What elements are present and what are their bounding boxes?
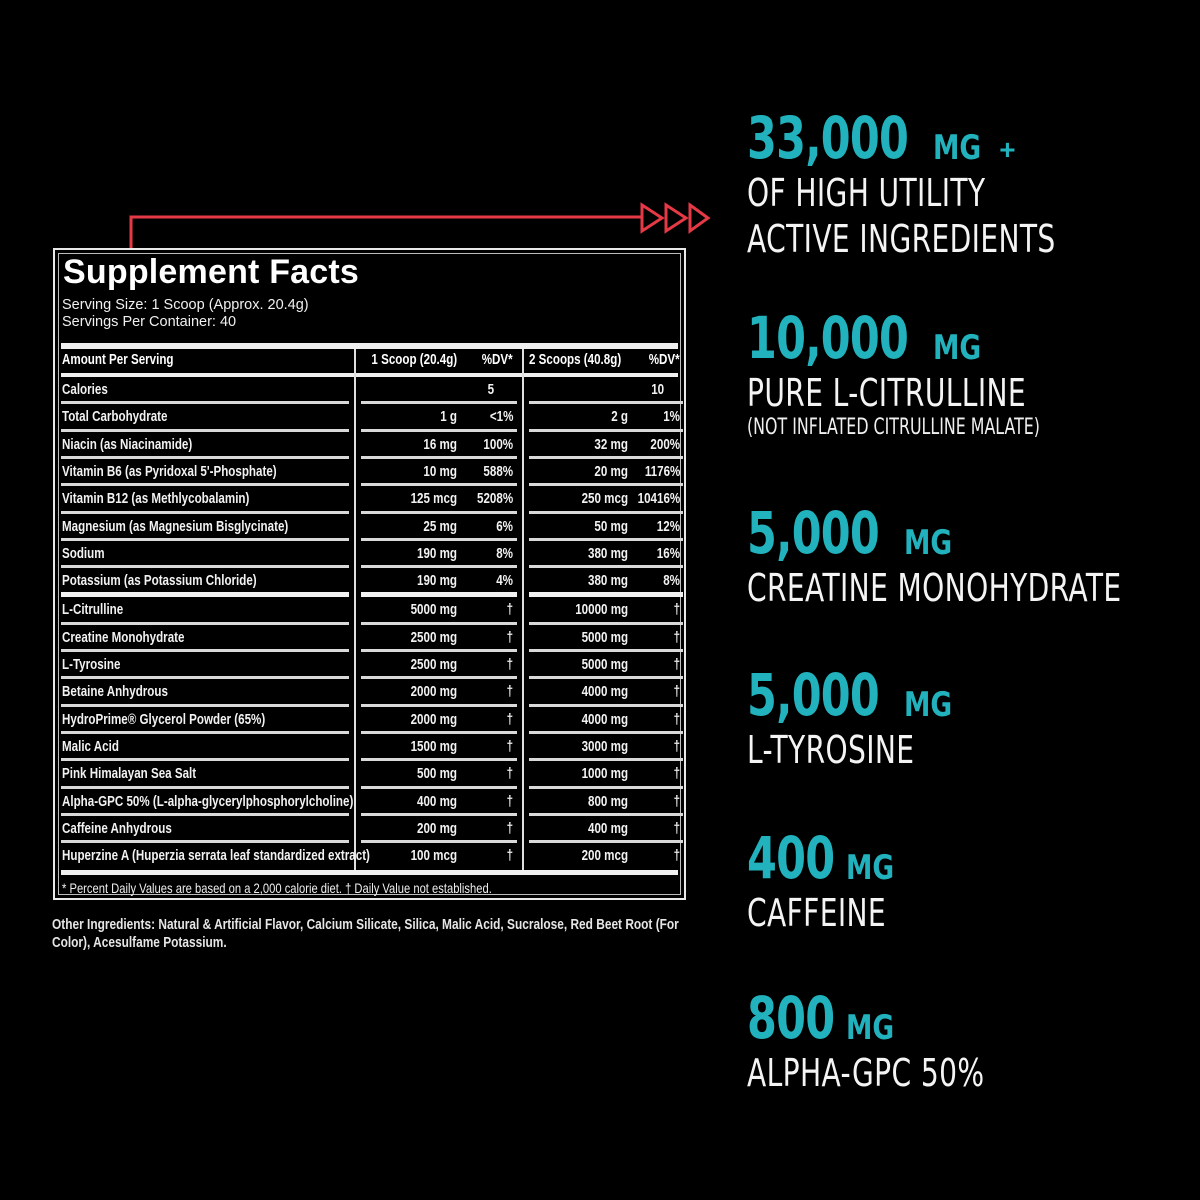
claim-subtext: (NOT INFLATED CITRULLINE MALATE) — [747, 415, 1040, 440]
header-col1: 1 Scoop (20.4g) — [371, 352, 457, 368]
claim-unit: MG — [846, 848, 895, 888]
amount-1-scoop: 2500 mg — [410, 657, 457, 673]
ingredient-name: Creatine Monohydrate — [62, 629, 185, 646]
amount-2-scoops: 200 mcg — [581, 848, 628, 865]
ingredient-name: Total Carbohydrate — [62, 409, 168, 426]
claim-amount: 400 — [747, 824, 835, 892]
amount-2-scoops: 800 mg — [588, 793, 628, 810]
other-ingredients: Other Ingredients: Natural & Artificial Flavor, Calcium Silicate, Silica, Malic Acid, Sucralose, Red Beet Root (For Color), Acesulfame Potassium. — [52, 917, 679, 951]
row-divider — [61, 649, 349, 652]
dv-1-scoop: † — [506, 684, 513, 701]
dv-1-scoop: † — [506, 848, 513, 865]
row-divider — [61, 401, 349, 404]
serving-size: Serving Size: 1 Scoop (Approx. 20.4g) — [62, 297, 309, 313]
dv-2-scoops: 1% — [663, 409, 680, 426]
claim-amount: 33,000 — [747, 104, 909, 172]
amount-2-scoops: 50 mg — [594, 518, 628, 535]
ingredient-name: Alpha-GPC 50% (L-alpha-glycerylphosphorylcholine) — [62, 793, 354, 810]
dv-1-scoop: <1% — [489, 409, 513, 426]
ingredient-name: Pink Himalayan Sea Salt — [62, 766, 197, 783]
row-divider — [529, 704, 683, 707]
claim-unit: MG — [846, 1008, 895, 1048]
claim-label: CAFFEINE — [747, 891, 887, 935]
claim-block — [747, 499, 1200, 611]
dv-1-scoop: 5208% — [476, 491, 513, 508]
ingredient-name: HydroPrime® Glycerol Powder (65%) — [62, 711, 266, 728]
claim-label: CREATINE MONOHYDRATE — [747, 566, 1122, 610]
arrow-icon — [690, 205, 708, 231]
dv-2-scoops: 200% — [650, 436, 680, 453]
row-divider — [61, 456, 349, 459]
claim-block — [747, 304, 1154, 440]
row-divider — [361, 840, 517, 843]
dv-1-scoop: † — [506, 711, 513, 728]
ingredient-name: Sodium — [62, 545, 105, 562]
amount-1-scoop: 2000 mg — [410, 684, 457, 701]
dv-2-scoops: 10416% — [637, 491, 680, 508]
row-divider — [529, 786, 683, 789]
dv-2-scoops: † — [673, 629, 680, 646]
ingredient-name: Vitamin B6 (as Pyridoxal 5'-Phosphate) — [62, 463, 277, 480]
amount-1-scoop: 10 mg — [423, 463, 457, 480]
amount-2-scoops: 5000 mg — [581, 629, 628, 646]
row-divider — [61, 565, 349, 568]
row-divider — [61, 704, 349, 707]
row-divider — [361, 676, 517, 679]
row-divider — [61, 511, 349, 514]
row-divider — [529, 565, 683, 568]
row-divider — [529, 813, 683, 816]
row-divider — [529, 649, 683, 652]
row-divider — [61, 731, 349, 734]
claim-amount: 5,000 — [747, 661, 880, 729]
row-divider — [361, 786, 517, 789]
claim-label: PURE L-CITRULLINE — [747, 371, 1027, 415]
amount-2-scoops: 4000 mg — [581, 684, 628, 701]
dv-1-scoop: 588% — [483, 463, 513, 480]
dv-2-scoops: † — [673, 684, 680, 701]
amount-2-scoops: 380 mg — [588, 573, 628, 590]
amount-2-scoops: 380 mg — [588, 545, 628, 562]
row-divider — [361, 456, 517, 459]
amount-2-scoops: 5000 mg — [581, 657, 628, 673]
claim-block — [747, 661, 973, 773]
dv-2-scoops: 16% — [656, 545, 680, 562]
dv-2-scoops: † — [673, 602, 680, 619]
row-divider — [61, 676, 349, 679]
header-col2: 2 Scoops (40.8g) — [529, 352, 622, 368]
amount-2-scoops: 32 mg — [594, 436, 628, 453]
claim-unit: MG — [904, 685, 953, 725]
ingredient-name: Caffeine Anhydrous — [62, 820, 172, 837]
claim-unit: MG — [933, 328, 982, 368]
amount-1-scoop: 500 mg — [417, 766, 457, 783]
amount-2-scoops: 20 mg — [594, 463, 628, 480]
dv-2-scoops: 1176% — [644, 463, 680, 480]
row-divider — [361, 622, 517, 625]
row-divider — [61, 840, 349, 843]
row-divider — [61, 483, 349, 486]
claim-block — [747, 824, 935, 936]
amount-1-scoop: 5000 mg — [410, 602, 457, 619]
claim-label: L-TYROSINE — [747, 728, 915, 772]
row-divider — [361, 649, 517, 652]
ingredient-name: L-Citrulline — [62, 602, 124, 619]
table-header — [55, 349, 684, 373]
dv-1-scoop: † — [506, 629, 513, 646]
row-divider — [529, 429, 683, 432]
amount-2-scoops: 2 g — [611, 409, 628, 426]
amount-2-scoops: 250 mcg — [581, 491, 628, 508]
header-dv2: %DV* — [649, 352, 680, 368]
ingredient-name: Huperzine A (Huperzia serrata leaf standardized extract) — [62, 848, 370, 865]
servings-per-container: Servings Per Container: 40 — [62, 314, 237, 330]
row-divider — [61, 592, 349, 597]
dv-1-scoop: 6% — [496, 518, 513, 535]
amount-1-scoop: 100 mcg — [410, 848, 457, 865]
dv-2-scoops: † — [673, 820, 680, 837]
plus-sign: + — [999, 134, 1016, 165]
amount-2-scoops: 3000 mg — [581, 738, 628, 755]
dv-2-scoops: † — [673, 711, 680, 728]
amount-1-scoop: 190 mg — [417, 545, 457, 562]
row-divider — [361, 565, 517, 568]
ingredient-name: Potassium (as Potassium Chloride) — [62, 573, 257, 590]
dv-2-scoops: † — [673, 793, 680, 810]
dv-1-scoop: † — [506, 602, 513, 619]
dv-1-scoop: † — [506, 766, 513, 783]
row-divider — [361, 429, 517, 432]
dv-2-scoops: † — [673, 848, 680, 865]
row-divider — [61, 758, 349, 761]
ingredient-name: Calories — [62, 382, 108, 398]
amount-1-scoop: 190 mg — [417, 573, 457, 590]
claim-label: ACTIVE INGREDIENTS — [747, 217, 1056, 261]
amount-1-scoop: 125 mcg — [410, 491, 457, 508]
ingredient-name: Vitamin B12 (as Methlycobalamin) — [62, 491, 250, 508]
amount-1-scoop: 16 mg — [423, 436, 457, 453]
row-divider — [361, 511, 517, 514]
row-divider — [61, 538, 349, 541]
row-divider — [61, 622, 349, 625]
footnote: * Percent Daily Values are based on a 2,000 calorie diet. † Daily Value not established. — [62, 880, 492, 896]
ingredient-name: Magnesium (as Magnesium Bisglycinate) — [62, 518, 289, 535]
dv-2-scoops: † — [673, 657, 680, 673]
amount-1-scoop: 1500 mg — [410, 738, 457, 755]
row-divider — [529, 758, 683, 761]
supplement-facts-title: Supplement Facts — [63, 253, 360, 291]
row-divider — [529, 538, 683, 541]
dv-1-scoop: † — [506, 793, 513, 810]
dv-2-scoops: † — [673, 738, 680, 755]
claim-label: ALPHA-GPC 50% — [747, 1051, 985, 1095]
row-divider — [529, 483, 683, 486]
row-divider — [361, 592, 517, 597]
row-divider — [529, 401, 683, 404]
row-divider — [529, 840, 683, 843]
claim-unit: MG + — [933, 128, 1016, 168]
row-divider — [529, 592, 683, 597]
amount-2-scoops: 4000 mg — [581, 711, 628, 728]
amount-1-scoop: 2500 mg — [410, 629, 457, 646]
dv-1-scoop: † — [506, 657, 513, 673]
amount-2-scoops: 1000 mg — [581, 766, 628, 783]
header-amount: Amount Per Serving — [62, 352, 174, 368]
claim-block — [747, 104, 1164, 262]
dv-1-scoop: † — [506, 738, 513, 755]
row-divider — [361, 731, 517, 734]
supplement-facts-panel — [53, 248, 686, 900]
ingredient-name: Betaine Anhydrous — [62, 684, 168, 701]
amount-2-scoops: 400 mg — [588, 820, 628, 837]
serving-info — [62, 297, 309, 331]
amount-2-scoops: 10 — [651, 382, 664, 398]
claim-amount: 800 — [747, 984, 835, 1052]
amount-2-scoops: 10000 mg — [575, 602, 628, 619]
row-divider — [529, 622, 683, 625]
claim-amount: 5,000 — [747, 499, 880, 567]
arrow-icon — [666, 205, 686, 231]
amount-1-scoop: 25 mg — [423, 518, 457, 535]
header-dv1: %DV* — [482, 352, 513, 368]
dv-1-scoop: 4% — [496, 573, 513, 590]
amount-1-scoop: 2000 mg — [410, 711, 457, 728]
dv-1-scoop: † — [506, 820, 513, 837]
dv-2-scoops: 12% — [656, 518, 680, 535]
claim-block — [747, 984, 1068, 1096]
arrow-icon — [642, 205, 662, 231]
claim-unit: MG — [904, 523, 953, 563]
claim-label: OF HIGH UTILITY — [747, 171, 986, 215]
row-divider — [61, 429, 349, 432]
table-row — [55, 844, 684, 871]
row-divider — [529, 511, 683, 514]
row-divider — [529, 676, 683, 679]
row-divider — [61, 786, 349, 789]
amount-1-scoop: 200 mg — [417, 820, 457, 837]
claim-amount: 10,000 — [747, 304, 909, 372]
row-divider — [529, 731, 683, 734]
row-divider — [361, 483, 517, 486]
row-divider — [529, 456, 683, 459]
row-divider — [361, 758, 517, 761]
ingredient-name: Niacin (as Niacinamide) — [62, 436, 193, 453]
dv-2-scoops: 8% — [663, 573, 680, 590]
row-divider — [361, 538, 517, 541]
dv-2-scoops: † — [673, 766, 680, 783]
row-divider — [61, 813, 349, 816]
row-divider — [361, 401, 517, 404]
row-divider — [361, 704, 517, 707]
amount-1-scoop: 5 — [487, 382, 494, 398]
row-divider — [361, 813, 517, 816]
amount-1-scoop: 1 g — [440, 409, 457, 426]
dv-1-scoop: 8% — [496, 545, 513, 562]
dv-1-scoop: 100% — [483, 436, 513, 453]
ingredient-name: Malic Acid — [62, 738, 119, 755]
amount-1-scoop: 400 mg — [417, 793, 457, 810]
ingredient-name: L-Tyrosine — [62, 657, 121, 673]
